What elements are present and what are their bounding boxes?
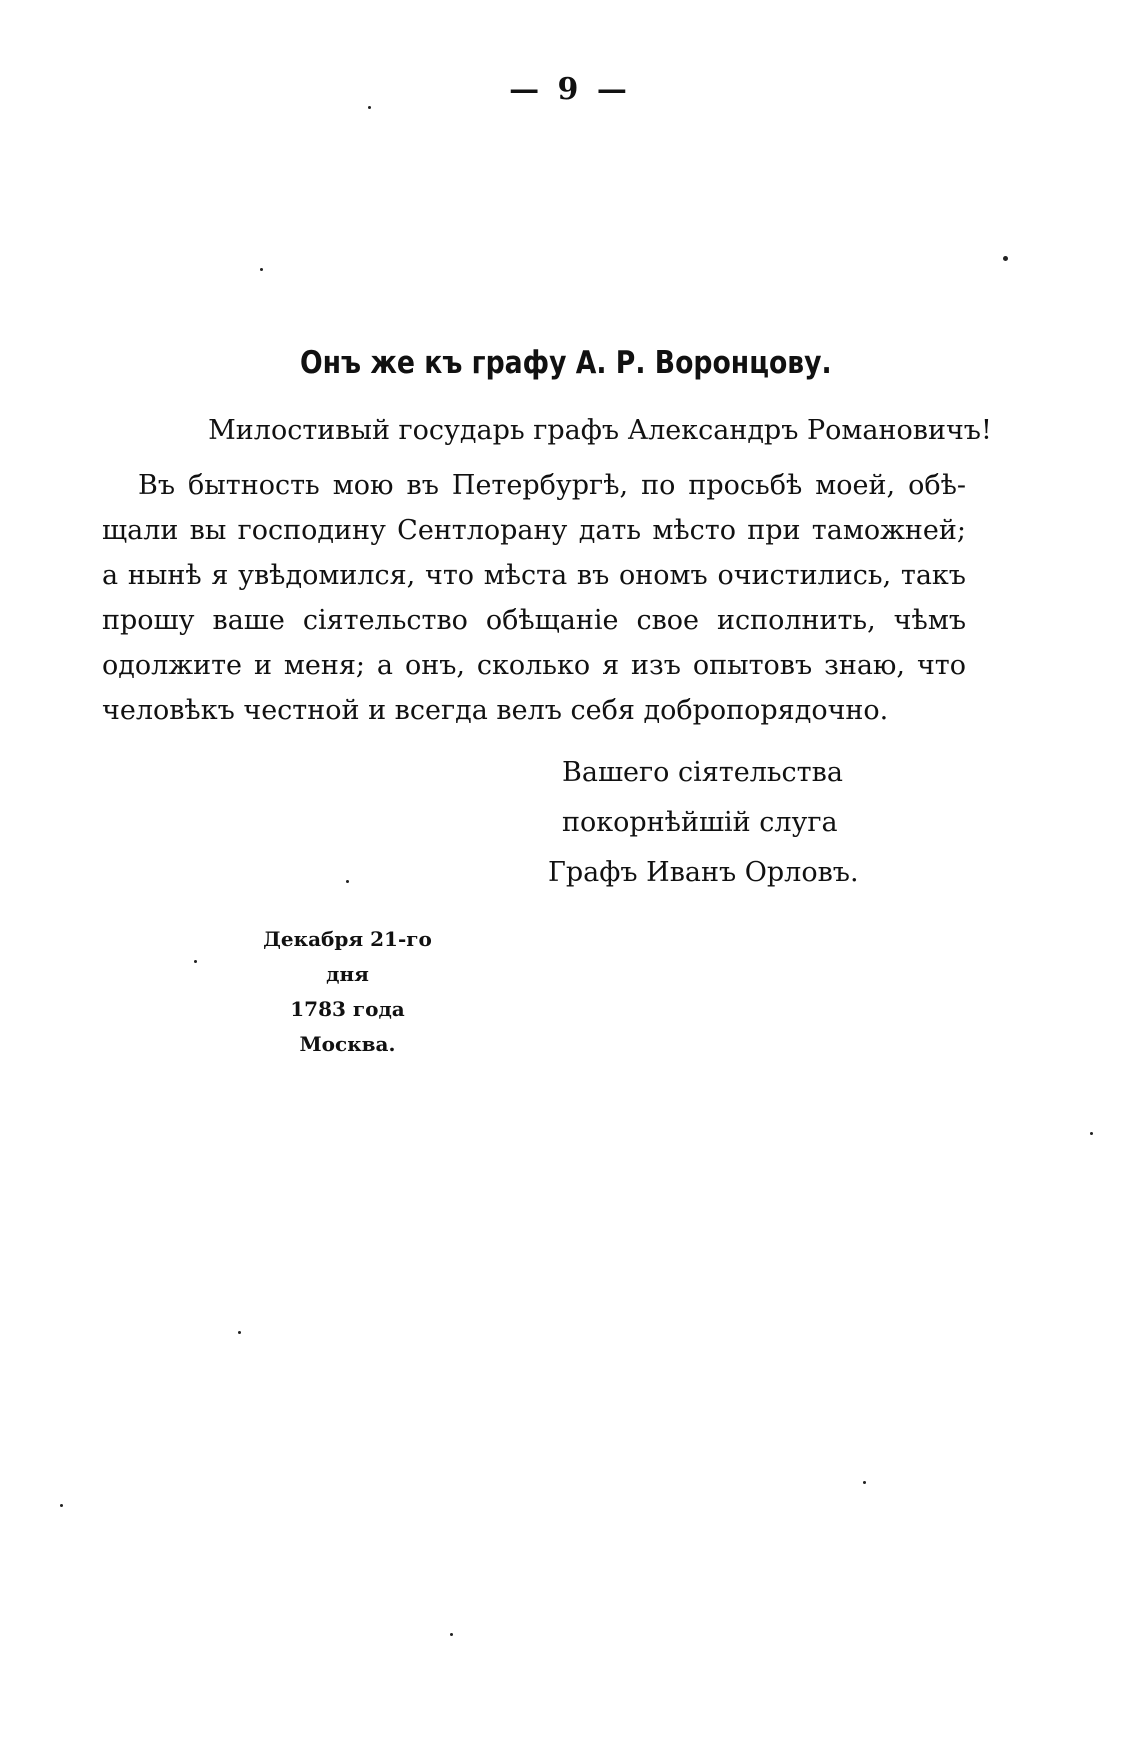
page-number: — 9 — xyxy=(509,72,631,107)
scan-speck xyxy=(368,106,371,109)
scan-speck xyxy=(260,268,263,271)
date-text: Декабря 21-го дня xyxy=(263,927,432,986)
scan-speck xyxy=(1090,1132,1093,1135)
scan-speck xyxy=(194,960,197,963)
scan-speck xyxy=(863,1481,866,1484)
letter-closing xyxy=(548,748,859,898)
body-line: а нынѣ я увѣдомился, что мѣста въ ономъ очистились, такъ xyxy=(102,560,966,591)
letter-heading: Онъ же къ графу А. Р. Воронцову. xyxy=(299,345,832,381)
scan-speck xyxy=(450,1633,453,1636)
closing-line: Вашего сіятельства xyxy=(562,757,843,788)
body-line: одолжите и меня; а онъ, сколько я изъ опытовъ знаю, что xyxy=(102,650,966,681)
year-text: 1783 года xyxy=(290,997,405,1021)
letter-body xyxy=(102,463,966,733)
place-text: Москва. xyxy=(299,1032,396,1056)
signature: Графъ Иванъ Орловъ. xyxy=(548,857,859,888)
scan-speck xyxy=(1003,256,1008,261)
letter-salutation: Милостивый государь графъ Александръ Романовичъ! xyxy=(208,415,992,446)
body-line: человѣкъ честной и всегда велъ себя добропорядочно. xyxy=(102,695,889,726)
body-line: прошу ваше сіятельство обѣщаніе свое исполнить, чѣмъ xyxy=(102,605,966,636)
scan-speck xyxy=(346,880,349,883)
letter-dateline xyxy=(240,922,455,1062)
body-line: щали вы господину Сентлорану дать мѣсто при таможней; xyxy=(102,515,966,546)
scan-speck xyxy=(238,1331,241,1334)
scan-speck xyxy=(60,1504,63,1507)
body-line: Въ бытность мою въ Петербургѣ, по просьбѣ моей, обѣ- xyxy=(138,470,966,501)
closing-line: покорнѣйшій слуга xyxy=(562,807,838,838)
